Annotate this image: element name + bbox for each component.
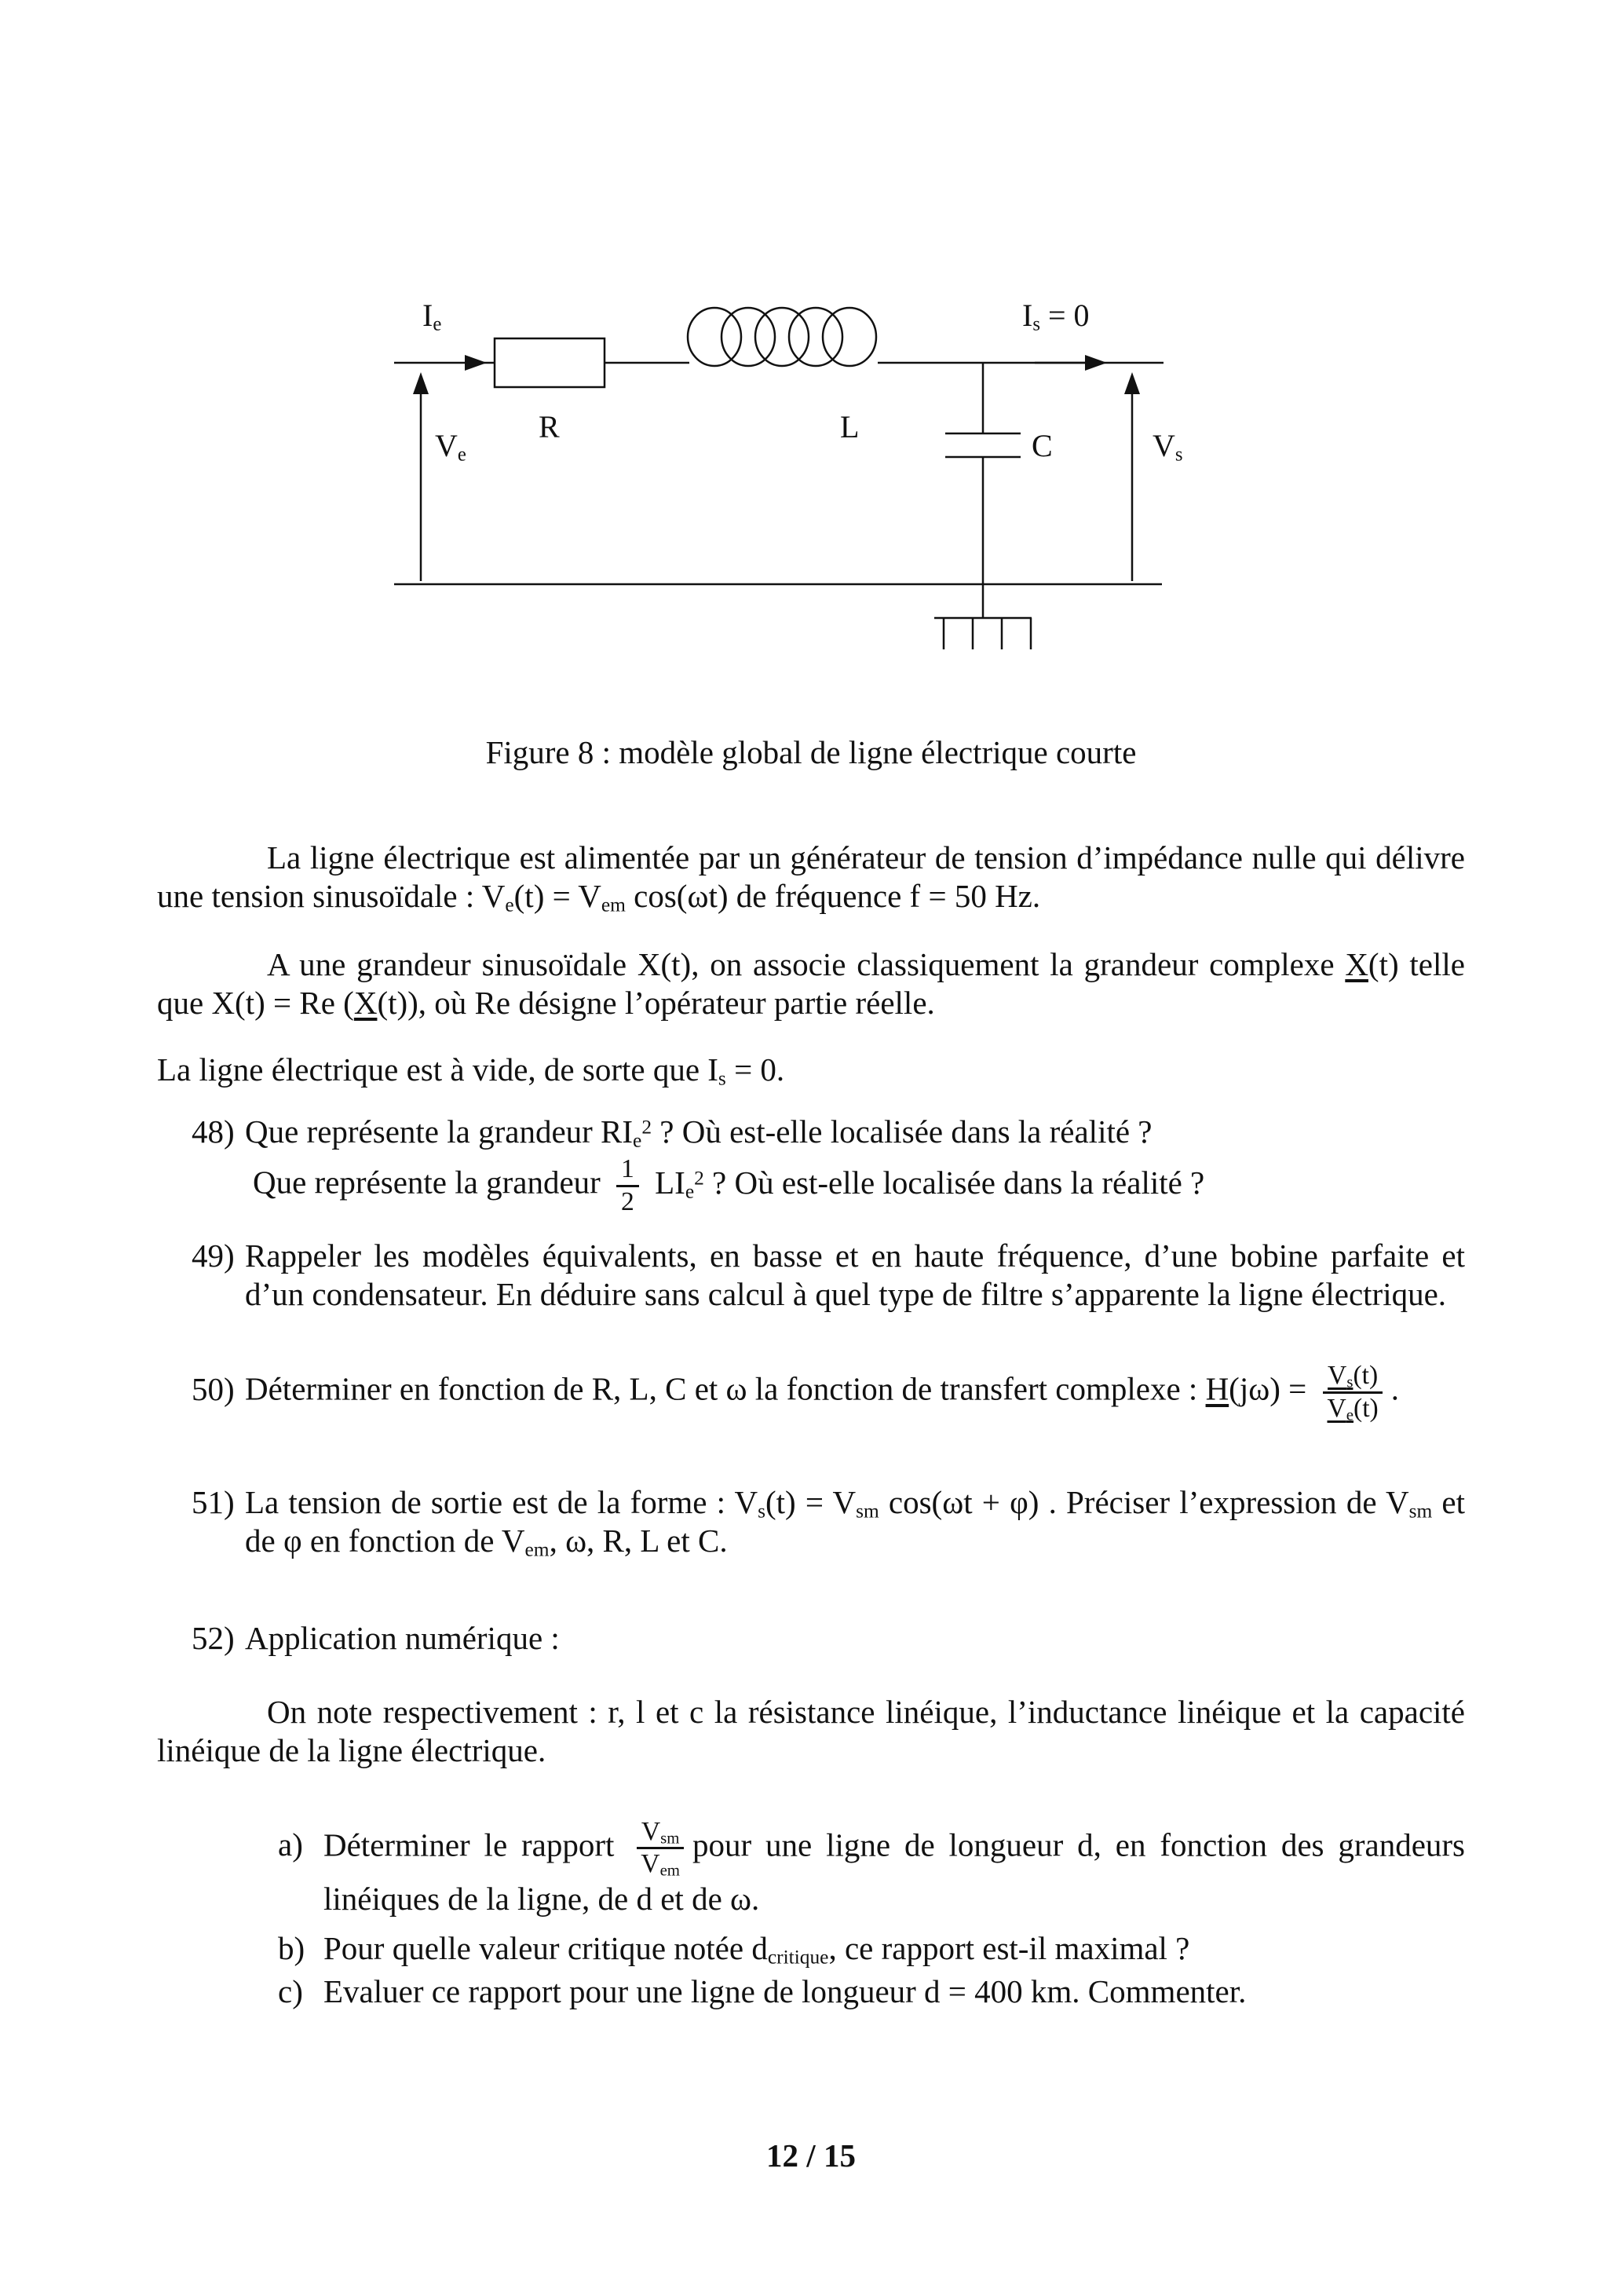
resistor-symbol [495,338,605,387]
question-text: $LI_e^2$ ? Où est-elle localisée dans la réalité ? [655,1164,1205,1203]
question-number: 49) [192,1238,235,1274]
item-text: Pour quelle valeur critique notée $d_{critique}$, ce rapport est-il maximal ? [323,1929,1190,1969]
item-label: a) [278,1826,303,1863]
fraction-numerator: $V_s(t)$ [1323,1361,1383,1394]
fraction-numerator: 1 [616,1154,639,1187]
circuit-diagram [385,292,1217,685]
question-text: Déterminer en fonction de R, L, C et ω la fonction de transfert complexe : H(jω) = [245,1370,1307,1407]
question-52-title [157,1619,1465,1658]
fraction-denominator: $V_{em}$ [641,1849,681,1880]
question-text: La tension de sortie est de la forme : $V_s(t) = V_{sm}$ cos(ωt + φ) . Préciser l’expression de $V_{sm}$ et de φ en fonction de $V_{em}$, ω, R, L et C. [245,1483,1466,1561]
item-text: pour une ligne de longueur d, en fonction des grandeurs linéiques de la ligne, de d et de ω. [323,1826,1465,1917]
question-48-line2 [157,1154,1465,1217]
item-text: Evaluer ce rapport pour une ligne de longueur d = 400 km. Commenter. [323,1972,1247,2009]
label-output-voltage: $V_s$ [1153,428,1183,466]
item-text: Déterminer le rapport [323,1826,615,1863]
question-text: Que représente la grandeur $RI_e^2$ ? Où est-elle localisée dans la réalité ? [245,1113,1153,1152]
circuit-figure [385,292,1217,685]
paragraph-generator: La ligne électrique est alimentée par un générateur de tension d’impédance nulle qui délivre une tension sinusoïdale : $V_e(t) = V_{em}$ cos(ωt) de fréquence f = 50 Hz. [157,839,1465,916]
ground-icon [934,584,1032,649]
question-50 [157,1361,1465,1424]
paragraph-lineic-quantities: On note respectivement : r, l et c la résistance linéique, l’inductance linéique et la capacité linéique de la ligne électrique. [157,1693,1465,1768]
vs-arrowhead-icon [1124,372,1140,394]
question-text: Application numérique : [245,1619,560,1656]
capacitor-symbol [945,363,1021,584]
question-number: 51) [192,1483,235,1520]
question-51 [157,1483,1465,1560]
label-resistor: R [539,409,560,444]
question-52-item-b [157,1929,1465,1968]
question-text: . [1390,1370,1399,1407]
page-number: 12 / 15 [766,2137,856,2174]
label-input-voltage: $V_e$ [435,428,466,466]
question-48-line1 [157,1113,1465,1151]
fraction-transfer-function [1322,1361,1383,1424]
fraction-denominator: 2 [621,1186,634,1216]
question-text: Rappeler les modèles équivalents, en basse et en haute fréquence, d’une bobine parfaite et d’un condensateur. En déduire sans calcul à quel type de filtre s’apparente la ligne électrique. [245,1238,1465,1313]
paragraph-complex-notation: A une grandeur sinusoïdale X(t), on associe classiquement la grandeur complexe X(t) telle que X(t) = Re (X(t)), où Re désigne l’opérateur partie réelle. [157,946,1465,1021]
fraction-denominator: $V_e(t)$ [1327,1393,1379,1424]
ve-arrowhead-icon [413,372,429,394]
question-number: 52) [192,1619,235,1656]
fraction-one-half [616,1154,639,1217]
question-52-item-c [157,1972,1465,2011]
question-52-item-a [157,1817,1465,1918]
item-label: b) [278,1929,305,1966]
paragraph-open-line: La ligne électrique est à vide, de sorte que $I_s = 0$. [157,1051,785,1090]
question-49 [157,1237,1465,1314]
label-input-current: $I_e$ [422,298,442,335]
label-output-current: $I_s = 0$ [1022,298,1090,335]
question-48 [157,1113,1465,1217]
fraction-numerator: $V_{sm}$ [637,1817,685,1850]
question-number: 50) [192,1370,235,1407]
fraction-voltage-ratio [636,1817,685,1880]
label-inductor: L [840,409,860,444]
is-arrowhead-icon [1085,355,1107,371]
ie-arrowhead-icon [465,355,487,371]
item-label: c) [278,1972,303,2009]
label-capacitor: C [1032,428,1053,463]
question-text: Que représente la grandeur [253,1164,601,1201]
question-number: 48) [192,1113,235,1150]
figure-caption: Figure 8 : modèle global de ligne électrique courte [485,734,1137,770]
inductor-symbol [688,308,876,366]
